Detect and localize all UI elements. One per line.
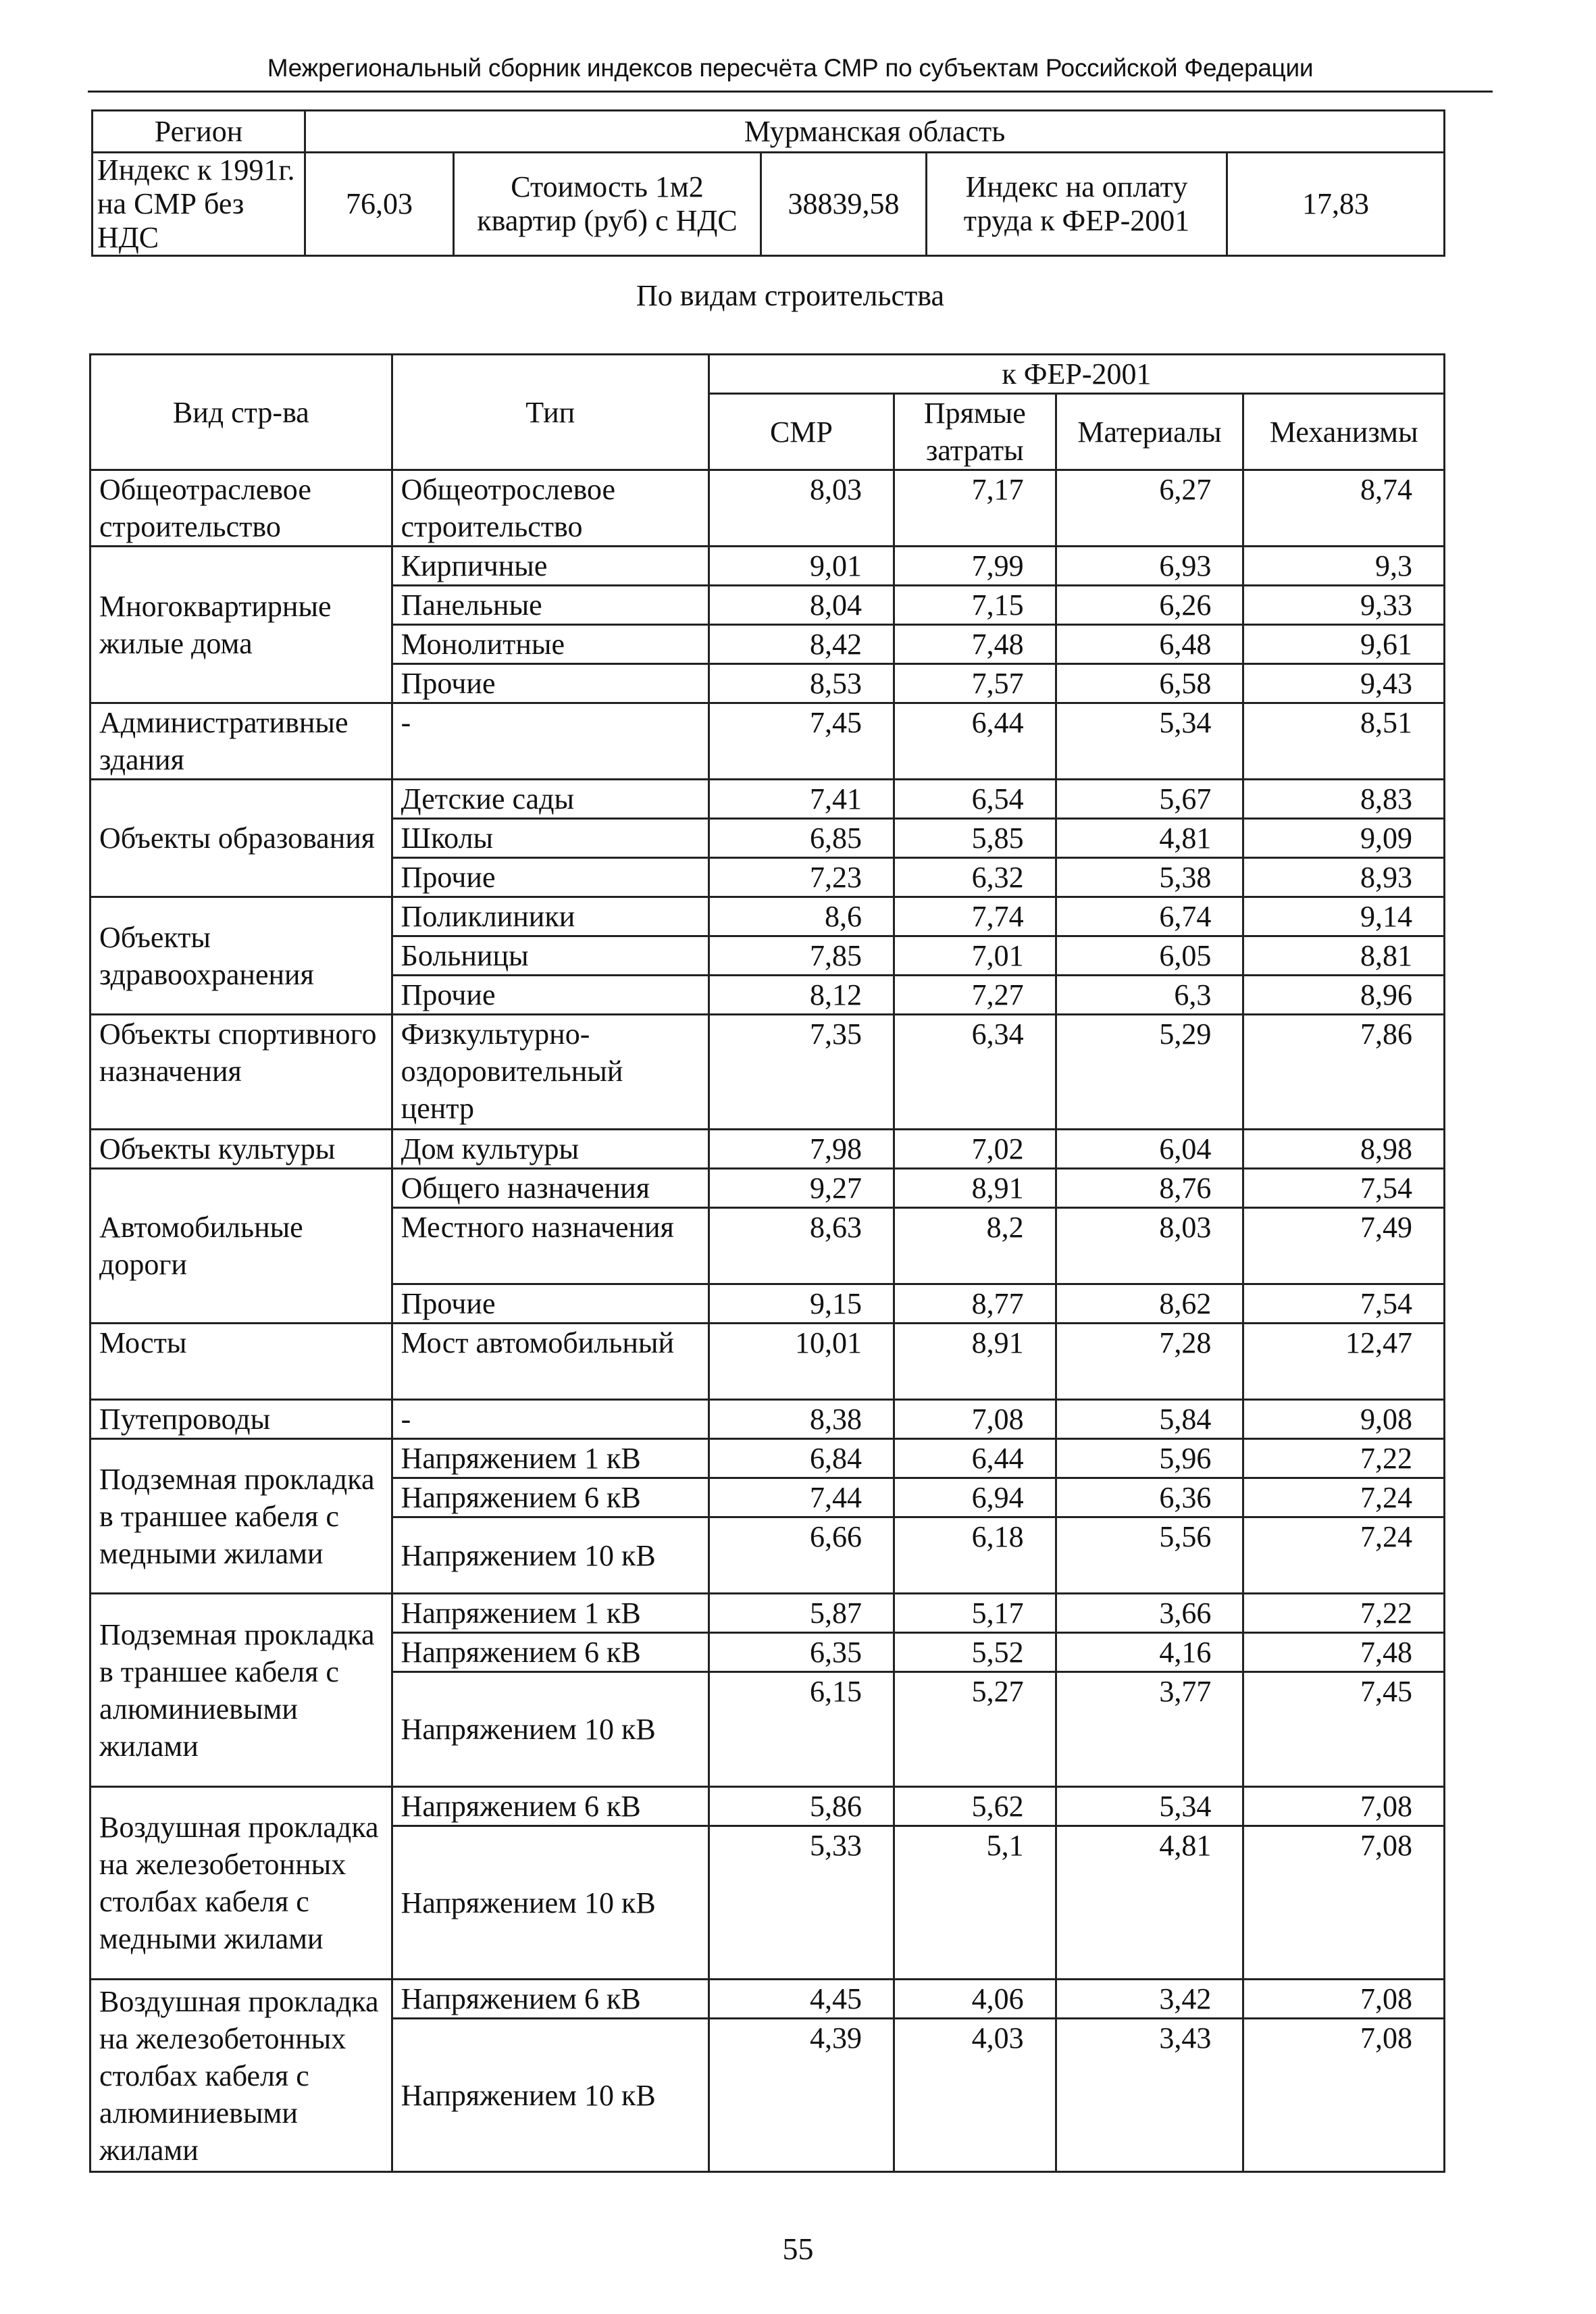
construction-type-cell: Больницы bbox=[392, 936, 709, 976]
index-smr-cell: 7,35 bbox=[709, 1015, 894, 1130]
construction-type-cell: Напряжением 6 кВ bbox=[392, 1478, 709, 1517]
index-mechanisms-cell: 7,08 bbox=[1243, 1980, 1445, 2019]
index-mechanisms-cell: 12,47 bbox=[1243, 1324, 1445, 1400]
cost-per-m2-label: Стоимость 1м2 квартир (руб) с НДС bbox=[454, 153, 761, 256]
index-smr-cell: 6,84 bbox=[709, 1439, 894, 1478]
index-mechanisms-cell: 9,14 bbox=[1243, 897, 1445, 936]
construction-type-cell: Детские сады bbox=[392, 780, 709, 819]
index-mechanisms-cell: 9,61 bbox=[1243, 625, 1445, 664]
index-smr-cell: 9,15 bbox=[709, 1284, 894, 1324]
col-header-smr: СМР bbox=[709, 394, 894, 470]
index-materials-cell: 6,36 bbox=[1056, 1478, 1243, 1517]
construction-kind-cell: Воздушная прокладка на железобетонных столбах кабеля с алюминиевыми жилами bbox=[91, 1980, 392, 2172]
index-smr-cell: 7,41 bbox=[709, 780, 894, 819]
construction-kind-cell: Объекты спортивного назначения bbox=[91, 1015, 392, 1130]
table-row bbox=[91, 1400, 1445, 1439]
col-header-direct-costs: Прямые затраты bbox=[894, 394, 1056, 470]
index-direct-cell: 6,44 bbox=[894, 1439, 1056, 1478]
table-row bbox=[91, 1980, 1445, 2019]
index-direct-cell: 4,06 bbox=[894, 1980, 1056, 2019]
index-smr-cell: 8,03 bbox=[709, 470, 894, 547]
index-materials-cell: 4,81 bbox=[1056, 1826, 1243, 1980]
col-header-kind: Вид стр-ва bbox=[91, 355, 392, 470]
index-materials-cell: 5,38 bbox=[1056, 858, 1243, 897]
index-materials-cell: 6,04 bbox=[1056, 1130, 1243, 1169]
index-materials-cell: 5,96 bbox=[1056, 1439, 1243, 1478]
index-materials-cell: 5,34 bbox=[1056, 1787, 1243, 1826]
construction-kind-cell: Многоквартирные жилые дома bbox=[91, 547, 392, 703]
index-materials-cell: 5,34 bbox=[1056, 703, 1243, 780]
index-smr-cell: 8,53 bbox=[709, 664, 894, 703]
construction-type-cell: Прочие bbox=[392, 976, 709, 1015]
page-number: 55 bbox=[782, 2232, 814, 2266]
index-mechanisms-cell: 7,08 bbox=[1243, 2019, 1445, 2172]
index-materials-cell: 8,76 bbox=[1056, 1169, 1243, 1208]
table-row bbox=[91, 1169, 1445, 1208]
index-smr-cell: 5,33 bbox=[709, 1826, 894, 1980]
index-materials-cell: 4,81 bbox=[1056, 819, 1243, 858]
index-mechanisms-cell: 8,98 bbox=[1243, 1130, 1445, 1169]
construction-type-cell: Прочие bbox=[392, 664, 709, 703]
index-smr-cell: 7,44 bbox=[709, 1478, 894, 1517]
index-direct-cell: 8,91 bbox=[894, 1324, 1056, 1400]
construction-type-cell: Напряжением 10 кВ bbox=[392, 1517, 709, 1594]
index-materials-cell: 6,27 bbox=[1056, 470, 1243, 547]
region-summary-table bbox=[91, 109, 1445, 257]
construction-type-cell: Школы bbox=[392, 819, 709, 858]
labor-index-label: Индекс на оплату труда к ФЕР-2001 bbox=[927, 153, 1227, 256]
index-smr-cell: 6,15 bbox=[709, 1672, 894, 1787]
index-materials-cell: 6,74 bbox=[1056, 897, 1243, 936]
index-mechanisms-cell: 9,08 bbox=[1243, 1400, 1445, 1439]
index-materials-cell: 6,58 bbox=[1056, 664, 1243, 703]
construction-type-cell: Напряжением 10 кВ bbox=[392, 1826, 709, 1980]
table-row bbox=[91, 1130, 1445, 1169]
construction-type-cell: Напряжением 10 кВ bbox=[392, 1672, 709, 1787]
index-mechanisms-cell: 7,54 bbox=[1243, 1169, 1445, 1208]
construction-kind-cell: Объекты здравоохранения bbox=[91, 897, 392, 1015]
index-mechanisms-cell: 8,83 bbox=[1243, 780, 1445, 819]
index-materials-cell: 5,84 bbox=[1056, 1400, 1243, 1439]
index-mechanisms-cell: 8,51 bbox=[1243, 703, 1445, 780]
index-direct-cell: 6,94 bbox=[894, 1478, 1056, 1517]
index-direct-cell: 4,03 bbox=[894, 2019, 1056, 2172]
index-mechanisms-cell: 7,86 bbox=[1243, 1015, 1445, 1130]
construction-kind-cell: Объекты образования bbox=[91, 780, 392, 897]
index-direct-cell: 5,62 bbox=[894, 1787, 1056, 1826]
index-mechanisms-cell: 7,49 bbox=[1243, 1208, 1445, 1284]
index-smr-cell: 8,38 bbox=[709, 1400, 894, 1439]
index-smr-cell: 6,66 bbox=[709, 1517, 894, 1594]
construction-kind-cell: Воздушная прокладка на железобетонных столбах кабеля с медными жилами bbox=[91, 1787, 392, 1980]
construction-kind-cell: Подземная прокладка в траншее кабеля с алюминиевыми жилами bbox=[91, 1594, 392, 1787]
index-materials-cell: 8,62 bbox=[1056, 1284, 1243, 1324]
index-mechanisms-cell: 7,24 bbox=[1243, 1478, 1445, 1517]
construction-kind-cell: Автомобильные дороги bbox=[91, 1169, 392, 1324]
index-smr-cell: 9,27 bbox=[709, 1169, 894, 1208]
index-materials-cell: 6,93 bbox=[1056, 547, 1243, 586]
running-header: Межрегиональный сборник индексов пересчёта СМР по субъектам Российской Федерации bbox=[267, 54, 1314, 82]
index-mechanisms-cell: 9,43 bbox=[1243, 664, 1445, 703]
index-mechanisms-cell: 7,22 bbox=[1243, 1439, 1445, 1478]
construction-kind-cell: Административные здания bbox=[91, 703, 392, 780]
index-direct-cell: 8,2 bbox=[894, 1208, 1056, 1284]
index-smr-cell: 9,01 bbox=[709, 547, 894, 586]
index-materials-cell: 3,42 bbox=[1056, 1980, 1243, 2019]
construction-type-cell: Мост автомобильный bbox=[392, 1324, 709, 1400]
table-row bbox=[91, 1015, 1445, 1130]
index-materials-cell: 6,26 bbox=[1056, 586, 1243, 625]
col-header-mechanisms: Механизмы bbox=[1243, 394, 1445, 470]
index-mechanisms-cell: 7,48 bbox=[1243, 1633, 1445, 1672]
construction-type-cell: - bbox=[392, 1400, 709, 1439]
index-direct-cell: 5,27 bbox=[894, 1672, 1056, 1787]
header-rule bbox=[88, 91, 1493, 93]
index-direct-cell: 6,18 bbox=[894, 1517, 1056, 1594]
index-mechanisms-cell: 7,08 bbox=[1243, 1787, 1445, 1826]
col-header-type: Тип bbox=[392, 355, 709, 470]
labor-index-value: 17,83 bbox=[1227, 153, 1445, 256]
index-mechanisms-cell: 8,96 bbox=[1243, 976, 1445, 1015]
construction-kind-cell: Мосты bbox=[91, 1324, 392, 1400]
table-row bbox=[91, 1787, 1445, 1826]
index-smr-cell: 8,04 bbox=[709, 586, 894, 625]
construction-type-cell: Прочие bbox=[392, 858, 709, 897]
table-row bbox=[91, 1439, 1445, 1478]
index-materials-cell: 6,05 bbox=[1056, 936, 1243, 976]
index-direct-cell: 8,91 bbox=[894, 1169, 1056, 1208]
index-direct-cell: 7,57 bbox=[894, 664, 1056, 703]
construction-kind-cell: Общеотраслевое строительство bbox=[91, 470, 392, 547]
index-direct-cell: 6,44 bbox=[894, 703, 1056, 780]
construction-type-cell: Прочие bbox=[392, 1284, 709, 1324]
index-mechanisms-cell: 8,81 bbox=[1243, 936, 1445, 976]
construction-type-cell: Физкультурно-оздоровительный центр bbox=[392, 1015, 709, 1130]
index-direct-cell: 7,17 bbox=[894, 470, 1056, 547]
section-subtitle: По видам строительства bbox=[636, 279, 944, 312]
construction-kind-cell: Объекты культуры bbox=[91, 1130, 392, 1169]
construction-type-cell: Кирпичные bbox=[392, 547, 709, 586]
index-1991-value: 76,03 bbox=[305, 153, 454, 256]
index-mechanisms-cell: 9,33 bbox=[1243, 586, 1445, 625]
index-materials-cell: 5,67 bbox=[1056, 780, 1243, 819]
index-materials-cell: 5,29 bbox=[1056, 1015, 1243, 1130]
index-smr-cell: 6,85 bbox=[709, 819, 894, 858]
index-direct-cell: 5,17 bbox=[894, 1594, 1056, 1633]
construction-type-cell: Напряжением 6 кВ bbox=[392, 1980, 709, 2019]
index-1991-label: Индекс к 1991г. на СМР без НДС bbox=[93, 153, 305, 256]
index-materials-cell: 3,66 bbox=[1056, 1594, 1243, 1633]
col-header-materials: Материалы bbox=[1056, 394, 1243, 470]
index-direct-cell: 7,02 bbox=[894, 1130, 1056, 1169]
index-smr-cell: 4,45 bbox=[709, 1980, 894, 2019]
index-direct-cell: 7,15 bbox=[894, 586, 1056, 625]
index-smr-cell: 5,86 bbox=[709, 1787, 894, 1826]
table-row bbox=[91, 1594, 1445, 1633]
construction-type-cell: Местного назначения bbox=[392, 1208, 709, 1284]
index-materials-cell: 4,16 bbox=[1056, 1633, 1243, 1672]
table-row bbox=[91, 547, 1445, 586]
index-mechanisms-cell: 7,45 bbox=[1243, 1672, 1445, 1787]
table-row bbox=[91, 897, 1445, 936]
index-materials-cell: 3,77 bbox=[1056, 1672, 1243, 1787]
index-direct-cell: 7,27 bbox=[894, 976, 1056, 1015]
table-row bbox=[91, 780, 1445, 819]
table-row bbox=[91, 1324, 1445, 1400]
construction-kind-cell: Путепроводы bbox=[91, 1400, 392, 1439]
index-mechanisms-cell: 7,22 bbox=[1243, 1594, 1445, 1633]
index-direct-cell: 6,34 bbox=[894, 1015, 1056, 1130]
construction-type-cell: Напряжением 10 кВ bbox=[392, 2019, 709, 2172]
index-smr-cell: 4,39 bbox=[709, 2019, 894, 2172]
index-direct-cell: 7,99 bbox=[894, 547, 1056, 586]
index-direct-cell: 7,74 bbox=[894, 897, 1056, 936]
construction-type-cell: Напряжением 1 кВ bbox=[392, 1439, 709, 1478]
construction-type-cell: - bbox=[392, 703, 709, 780]
construction-index-table bbox=[89, 353, 1445, 2173]
table-row bbox=[91, 703, 1445, 780]
construction-type-cell: Напряжением 6 кВ bbox=[392, 1787, 709, 1826]
region-value: Мурманская область bbox=[305, 111, 1445, 153]
index-materials-cell: 7,28 bbox=[1056, 1324, 1243, 1400]
index-direct-cell: 7,01 bbox=[894, 936, 1056, 976]
index-direct-cell: 5,1 bbox=[894, 1826, 1056, 1980]
index-materials-cell: 5,56 bbox=[1056, 1517, 1243, 1594]
index-mechanisms-cell: 9,3 bbox=[1243, 547, 1445, 586]
index-materials-cell: 3,43 bbox=[1056, 2019, 1243, 2172]
index-mechanisms-cell: 7,08 bbox=[1243, 1826, 1445, 1980]
region-label: Регион bbox=[93, 111, 305, 153]
index-mechanisms-cell: 8,93 bbox=[1243, 858, 1445, 897]
index-smr-cell: 8,63 bbox=[709, 1208, 894, 1284]
index-mechanisms-cell: 8,74 bbox=[1243, 470, 1445, 547]
index-direct-cell: 7,08 bbox=[894, 1400, 1056, 1439]
index-smr-cell: 7,45 bbox=[709, 703, 894, 780]
index-smr-cell: 8,12 bbox=[709, 976, 894, 1015]
index-mechanisms-cell: 9,09 bbox=[1243, 819, 1445, 858]
index-materials-cell: 6,48 bbox=[1056, 625, 1243, 664]
index-smr-cell: 7,85 bbox=[709, 936, 894, 976]
index-direct-cell: 7,48 bbox=[894, 625, 1056, 664]
table-row bbox=[91, 470, 1445, 547]
index-smr-cell: 10,01 bbox=[709, 1324, 894, 1400]
construction-type-cell: Общеотрослевое строительство bbox=[392, 470, 709, 547]
index-materials-cell: 8,03 bbox=[1056, 1208, 1243, 1284]
construction-type-cell: Напряжением 1 кВ bbox=[392, 1594, 709, 1633]
index-direct-cell: 6,32 bbox=[894, 858, 1056, 897]
index-direct-cell: 8,77 bbox=[894, 1284, 1056, 1324]
index-smr-cell: 8,42 bbox=[709, 625, 894, 664]
index-smr-cell: 5,87 bbox=[709, 1594, 894, 1633]
construction-type-cell: Поликлиники bbox=[392, 897, 709, 936]
index-smr-cell: 7,98 bbox=[709, 1130, 894, 1169]
index-mechanisms-cell: 7,54 bbox=[1243, 1284, 1445, 1324]
construction-kind-cell: Подземная прокладка в траншее кабеля с медными жилами bbox=[91, 1439, 392, 1594]
col-header-fer-group: к ФЕР-2001 bbox=[709, 355, 1444, 394]
index-direct-cell: 5,85 bbox=[894, 819, 1056, 858]
index-materials-cell: 6,3 bbox=[1056, 976, 1243, 1015]
index-smr-cell: 6,35 bbox=[709, 1633, 894, 1672]
index-smr-cell: 8,6 bbox=[709, 897, 894, 936]
cost-per-m2-value: 38839,58 bbox=[761, 153, 927, 256]
index-smr-cell: 7,23 bbox=[709, 858, 894, 897]
index-direct-cell: 6,54 bbox=[894, 780, 1056, 819]
construction-type-cell: Напряжением 6 кВ bbox=[392, 1633, 709, 1672]
construction-type-cell: Дом культуры bbox=[392, 1130, 709, 1169]
construction-type-cell: Панельные bbox=[392, 586, 709, 625]
construction-type-cell: Монолитные bbox=[392, 625, 709, 664]
index-direct-cell: 5,52 bbox=[894, 1633, 1056, 1672]
index-mechanisms-cell: 7,24 bbox=[1243, 1517, 1445, 1594]
construction-type-cell: Общего назначения bbox=[392, 1169, 709, 1208]
